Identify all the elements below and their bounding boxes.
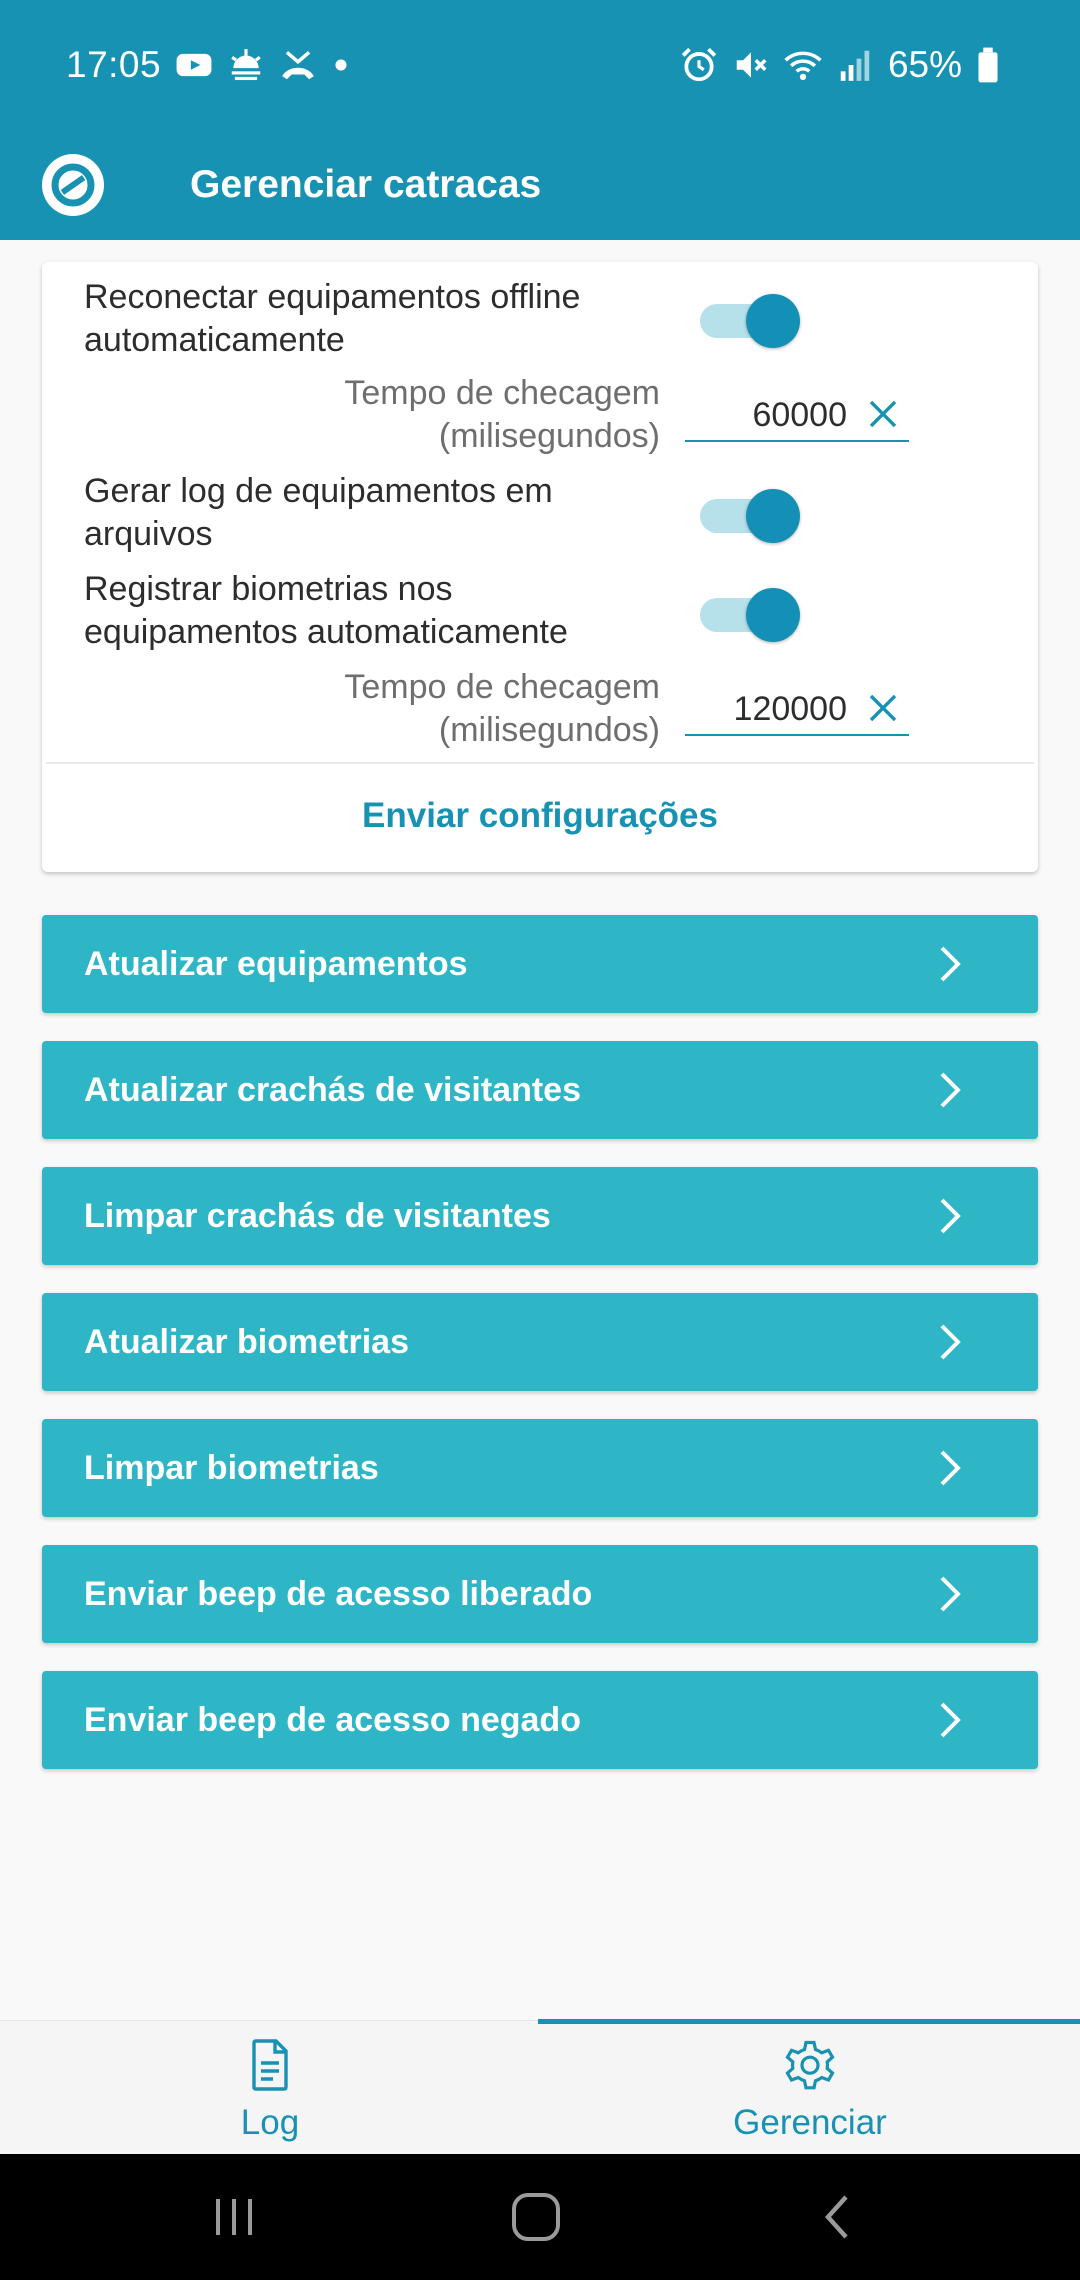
biometrics-toggle[interactable] [688, 584, 798, 640]
home-icon[interactable] [506, 2187, 566, 2247]
status-bar [0, 0, 1080, 130]
update-equipment-button[interactable] [42, 915, 1038, 1013]
chevron-right-icon [934, 944, 968, 984]
gear-icon [780, 2035, 840, 2095]
alarm-icon [680, 46, 718, 84]
chevron-right-icon [934, 1196, 968, 1236]
clear-biometrics-button[interactable] [42, 1419, 1038, 1517]
chevron-right-icon [934, 1070, 968, 1110]
chevron-right-icon [934, 1448, 968, 1488]
check-time-label-2 [344, 666, 660, 752]
action-label: Atualizar crachás de visitantes [84, 1070, 582, 1109]
mute-icon [732, 46, 770, 84]
youtube-icon [175, 46, 213, 84]
document-icon [240, 2035, 300, 2095]
check-time-input-1[interactable] [685, 390, 855, 440]
chevron-right-icon [934, 1700, 968, 1740]
status-time: 17:05 [66, 44, 162, 85]
check-time-title-1: Tempo de checagem [344, 374, 660, 412]
check-time-label-1 [344, 372, 660, 458]
missed-call-icon [279, 46, 317, 84]
action-label: Limpar crachás de visitantes [84, 1196, 551, 1235]
action-label: Atualizar equipamentos [84, 944, 468, 983]
tab-gerenciar-label: Gerenciar [733, 2103, 887, 2142]
card-divider [46, 762, 1034, 764]
status-left [66, 44, 351, 86]
update-visitor-badges-button[interactable] [42, 1041, 1038, 1139]
check-time-field-1 [685, 390, 909, 442]
chevron-right-icon [934, 1574, 968, 1614]
battery-percent: 65% [887, 44, 962, 85]
log-label: Gerar log de equipamentos em arquivos [84, 472, 553, 553]
send-beep-granted-button[interactable] [42, 1545, 1038, 1643]
log-toggle[interactable] [688, 485, 798, 541]
settings-card [42, 262, 1038, 872]
tab-gerenciar[interactable] [540, 2021, 1080, 2155]
battery-icon [976, 46, 1000, 84]
check-time-unit-2: (milisegundos) [438, 711, 660, 749]
action-label: Enviar beep de acesso liberado [84, 1574, 593, 1613]
action-label: Atualizar biometrias [84, 1322, 409, 1361]
reconnect-toggle[interactable] [688, 290, 798, 346]
send-config-button[interactable]: Enviar configurações [362, 796, 718, 835]
app-logo-icon [40, 152, 106, 218]
clear-visitor-badges-button[interactable] [42, 1167, 1038, 1265]
signal-icon [836, 46, 874, 84]
tab-log-label: Log [240, 2103, 300, 2142]
biometrics-label: Registrar biometrias nos equipamentos automaticamente [84, 570, 568, 651]
toggle-thumb [746, 294, 800, 348]
reconnect-label: Reconectar equipamentos offline automaticamente [84, 278, 581, 359]
bottom-nav [0, 2020, 1080, 2154]
update-biometrics-button[interactable] [42, 1293, 1038, 1391]
check-time-title-2: Tempo de checagem [344, 668, 660, 706]
toggle-thumb [746, 588, 800, 642]
check-time-input-2[interactable] [685, 684, 855, 734]
notification-dot-icon [331, 46, 351, 84]
wifi-icon [784, 46, 822, 84]
status-right [680, 44, 1000, 86]
clear-icon[interactable] [865, 396, 901, 432]
clear-icon[interactable] [865, 690, 901, 726]
weather-icon [227, 46, 265, 84]
system-nav-bar [0, 2154, 1080, 2280]
check-time-unit-1: (milisegundos) [438, 417, 660, 455]
back-icon[interactable] [808, 2187, 868, 2247]
send-beep-denied-button[interactable] [42, 1671, 1038, 1769]
chevron-right-icon [934, 1322, 968, 1362]
check-time-field-2 [685, 684, 909, 736]
tab-log[interactable] [0, 2021, 540, 2155]
page-title: Gerenciar catracas [190, 163, 542, 206]
action-label: Enviar beep de acesso negado [84, 1700, 581, 1739]
app-bar [0, 130, 1080, 240]
toggle-thumb [746, 489, 800, 543]
action-label: Limpar biometrias [84, 1448, 379, 1487]
recent-apps-icon[interactable] [204, 2187, 264, 2247]
